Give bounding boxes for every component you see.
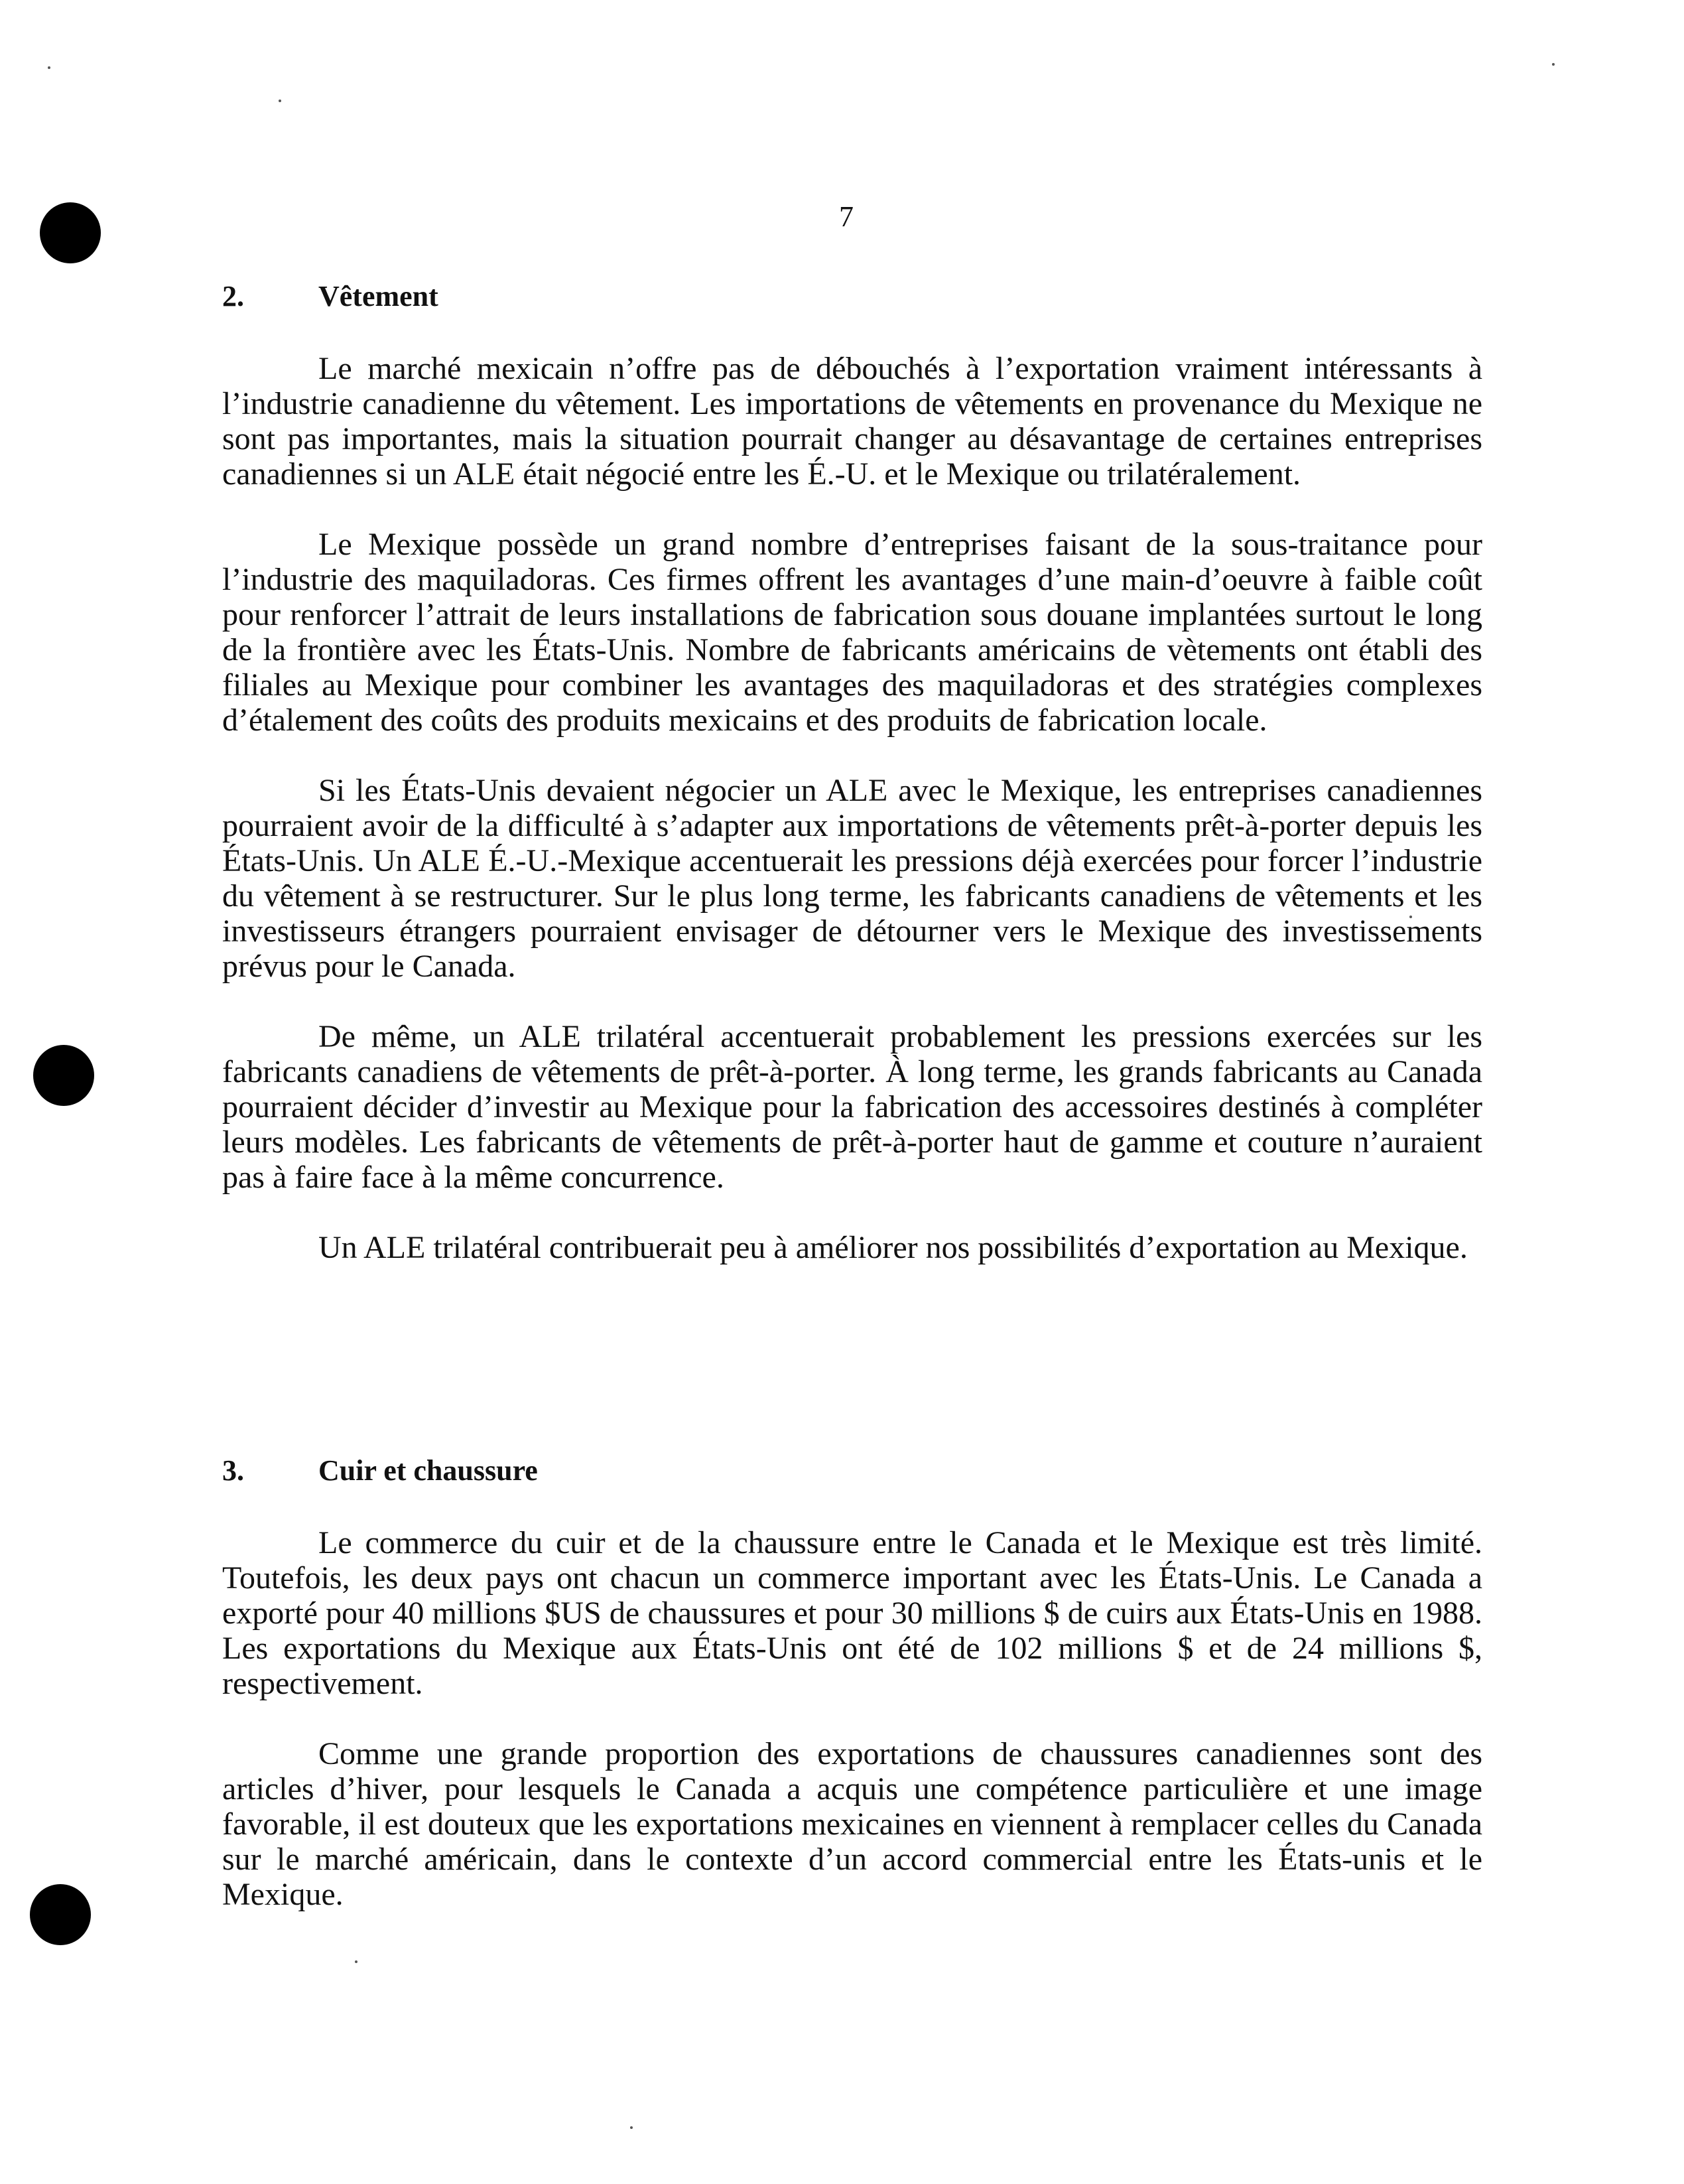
- scan-speck: [1552, 63, 1555, 66]
- section-vetement: [222, 279, 1482, 1265]
- section-cuir-chaussure: [222, 1453, 1482, 1912]
- paragraph: Un ALE trilatéral contribuerait peu à améliorer nos possibilités d’exportation au Mexique.: [318, 1230, 1468, 1265]
- scan-speck: [630, 2126, 633, 2129]
- section-title: Cuir et chaussure: [318, 1454, 538, 1487]
- paragraph: Le commerce du cuir et de la chaussure entre le Canada et le Mexique est très limité. Toutefois, les deux pays ont chacun un commerce important avec les États-Unis. Le Canada a exporté pour 40 millions $US de chaussures et pour 30 millions $ de cuirs aux États-Unis en 1988. Les exportations du Mexique aux États-Unis ont été de 102 millions $ et de 24 millions $, respectivement.: [222, 1525, 1482, 1701]
- punch-hole-top: [40, 202, 101, 263]
- paragraph: Le marché mexicain n’offre pas de débouchés à l’exportation vraiment intéressants à l’industrie canadienne du vêtement. Les importations de vêtements en provenance du Mexique ne sont pas importantes, mais la situation pourrait changer au désavantage de certaines entreprises canadiennes si un ALE était négocié entre les É.-U. et le Mexique ou trilatéralement.: [222, 351, 1482, 492]
- scan-speck: [279, 100, 281, 102]
- paragraph: De même, un ALE trilatéral accentuerait probablement les pressions exercées sur les fabricants canadiens de vêtements de prêt-à-porter. À long terme, les grands fabricants au Canada pourraient décider d’investir au Mexique pour la fabrication des accessoires destinés à compléter leurs modèles. Les fabricants de vêtements de prêt-à-porter haut de gamme et couture n’auraient pas à faire face à la même concurrence.: [222, 1019, 1482, 1195]
- page-number: 7: [839, 200, 854, 233]
- paragraph: Comme une grande proportion des exportations de chaussures canadiennes sont des articles d’hiver, pour lesquels le Canada a acquis une compétence particulière et une image favorable, il est douteux que les exportations mexicaines en viennent à remplacer celles du Canada sur le marché américain, dans le contexte d’un accord commercial entre les États-unis et le Mexique.: [222, 1736, 1482, 1912]
- scan-speck: [48, 66, 50, 69]
- paragraph: Le Mexique possède un grand nombre d’entreprises faisant de la sous-traitance pour l’industrie des maquiladoras. Ces firmes offrent les avantages d’une main-d’oeuvre à faible coût pour renforcer l’attrait de leurs installations de fabrication sous douane implantées surtout le long de la frontière avec les États-Unis. Nombre de fabricants américains de vètements ont établi des filiales au Mexique pour combiner les avantages des maquiladoras et des stratégies complexes d’étalement des coûts des produits mexicains et des produits de fabrication locale.: [222, 527, 1482, 738]
- section-heading: [222, 279, 1482, 314]
- punch-hole-middle: [33, 1045, 94, 1106]
- section-heading: [222, 1453, 1482, 1488]
- section-number: 2.: [222, 280, 244, 312]
- punch-hole-bottom: [30, 1884, 91, 1945]
- paragraph: Si les États-Unis devaient négocier un ALE avec le Mexique, les entreprises canadiennes pourraient avoir de la difficulté à s’adapter aux importations de vêtements prêt-à-porter depuis les États-Unis. Un ALE É.-U.-Mexique accentuerait les pressions déjà exercées pour forcer l’industrie du vêtement à se restructurer. Sur le plus long terme, les fabricants canadiens de vêtements et les investisseurs étrangers pourraient envisager de détourner vers le Mexique des investissements prévus pour le Canada.: [222, 773, 1482, 984]
- scan-speck: [355, 1960, 357, 1963]
- section-title: Vêtement: [318, 280, 438, 312]
- section-number: 3.: [222, 1454, 244, 1487]
